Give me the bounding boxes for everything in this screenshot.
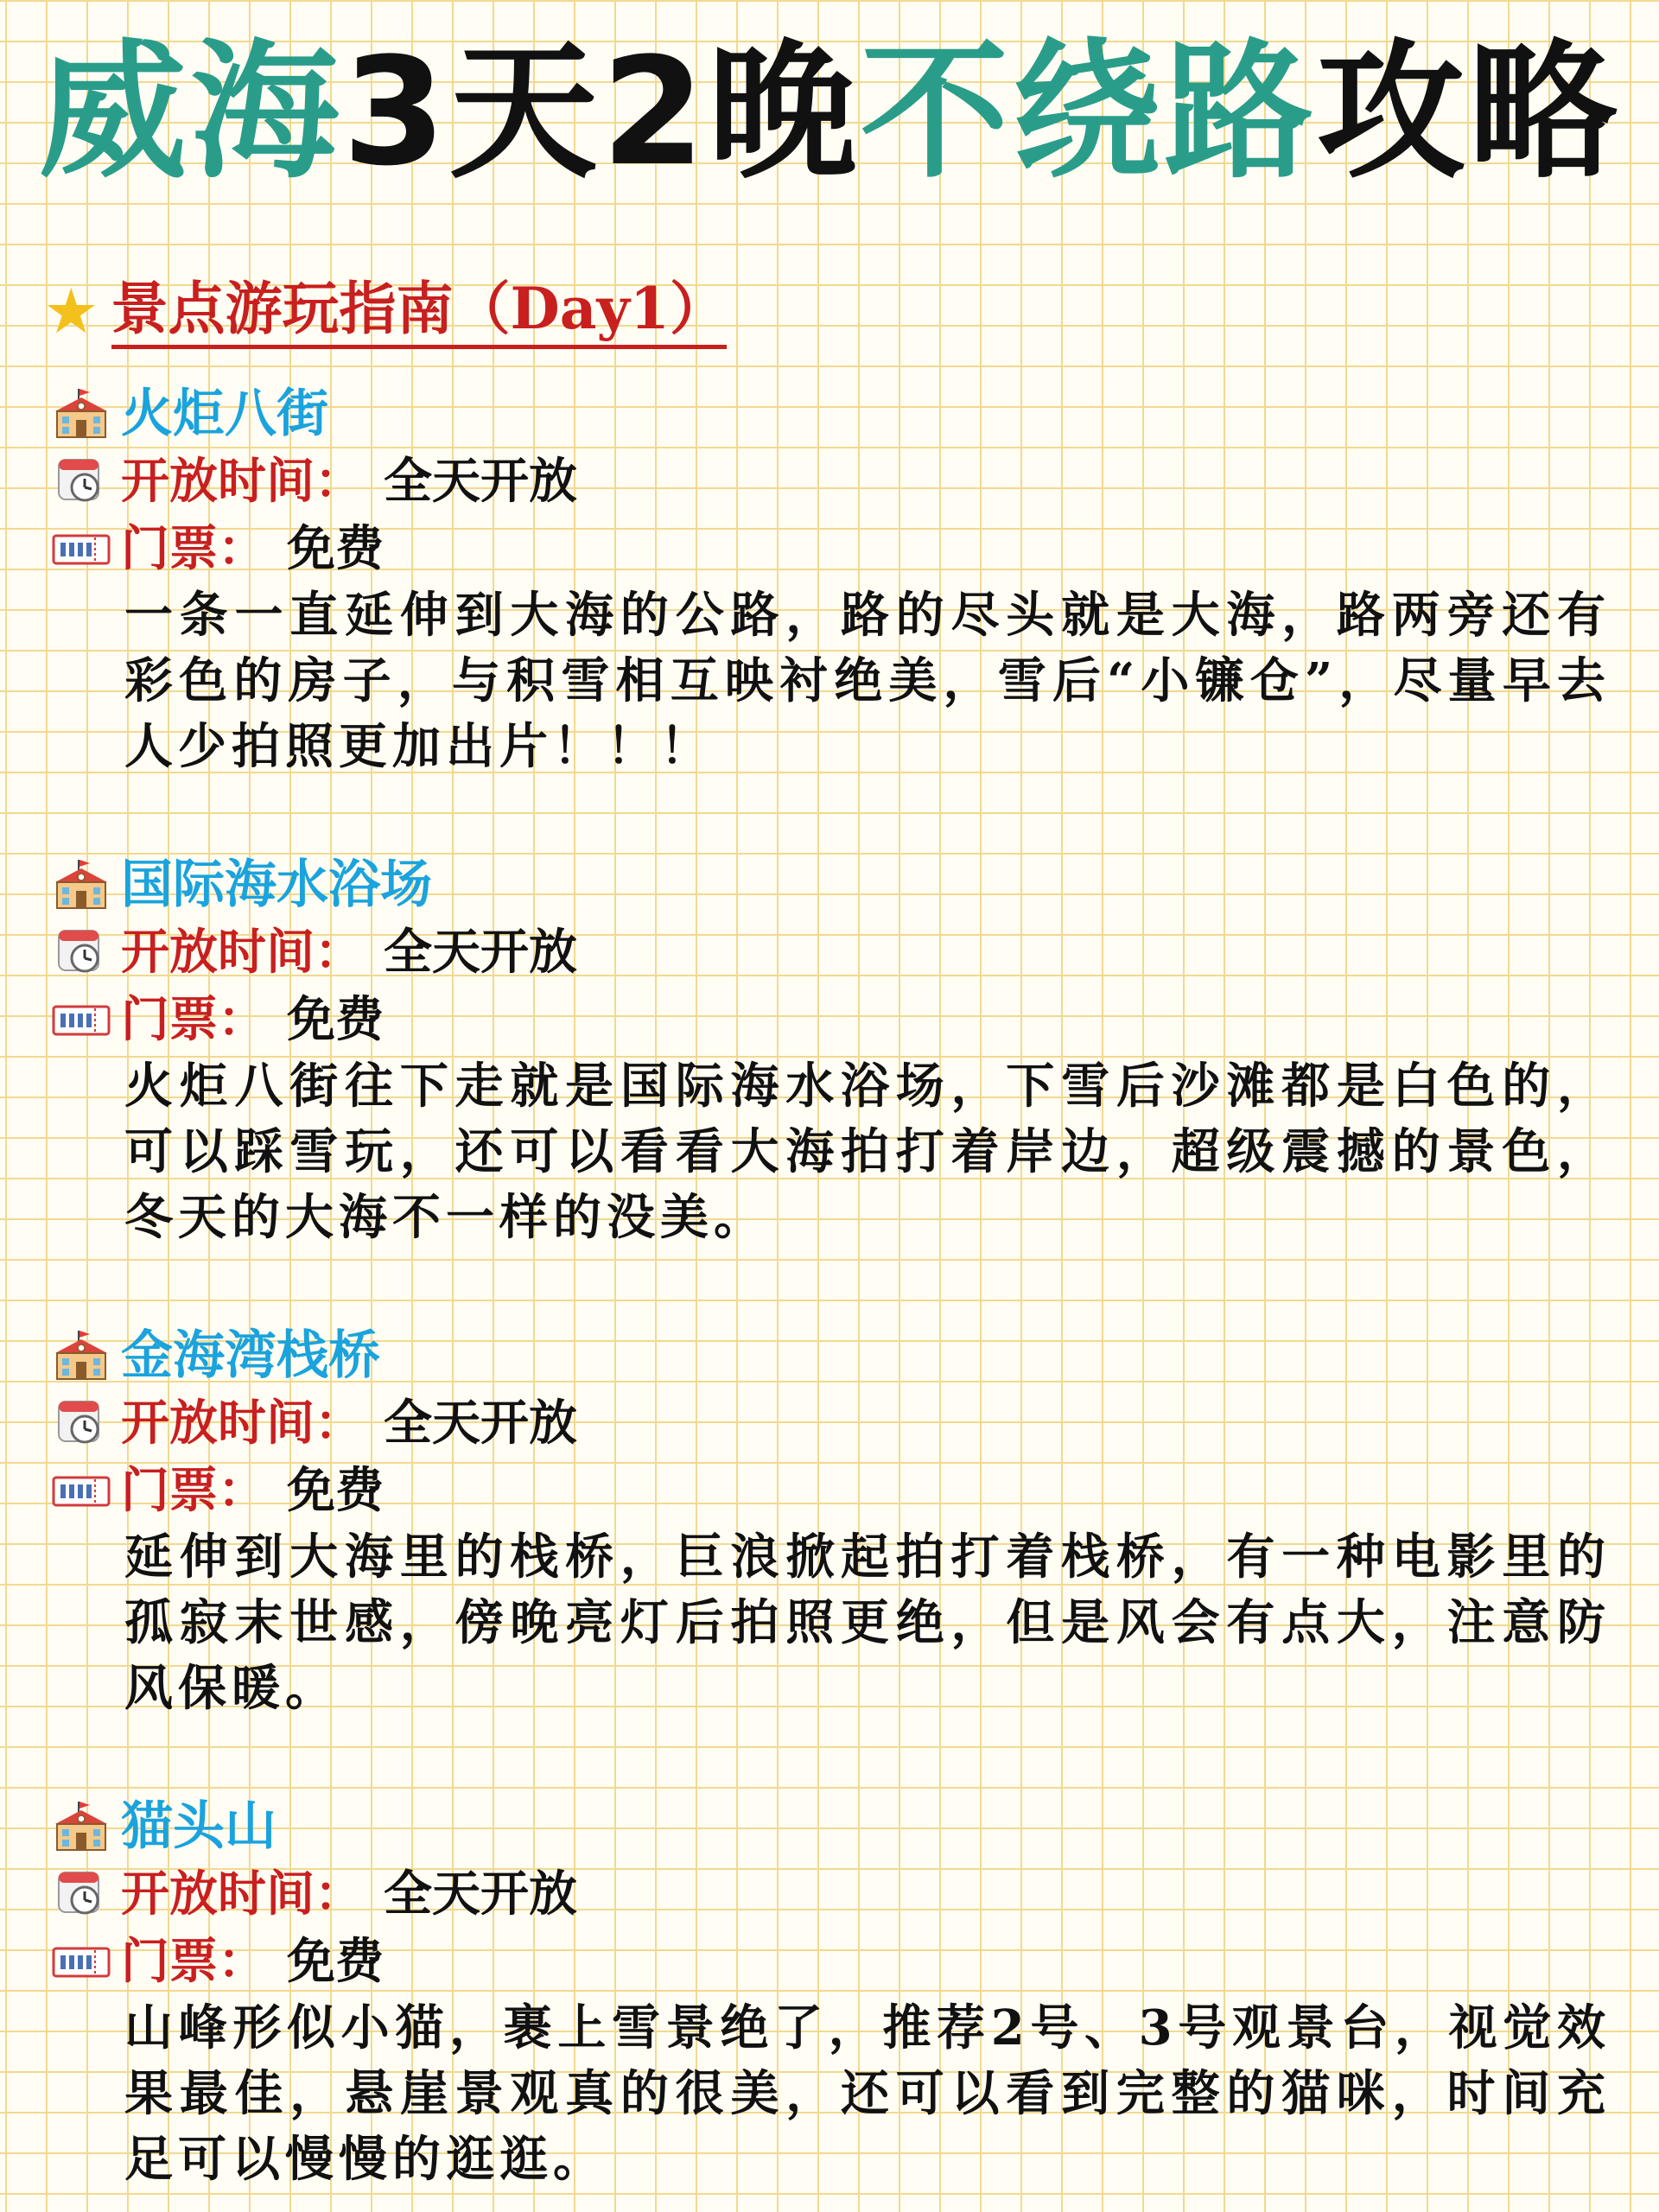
- ticket-icon: [52, 993, 111, 1046]
- title-part-duration: 3天2晚: [342, 25, 861, 199]
- spot-name: 猫头山: [121, 1796, 276, 1857]
- ticket-icon: [52, 522, 111, 575]
- spot-name: 火炬八街: [121, 384, 328, 444]
- spot-name-row: [52, 380, 1624, 448]
- spot-description: 延伸到大海里的栈桥，巨浪掀起拍打着栈桥，有一种电影里的孤寂末世感，傍晚亮灯后拍照更绝，但是风会有点大，注意防风保暖。: [124, 1529, 1611, 1717]
- calendar-clock-icon: [52, 454, 111, 508]
- ticket-label: 门票：: [121, 1462, 266, 1519]
- calendar-clock-icon: [52, 925, 111, 979]
- title-part-route: 不绕路: [860, 25, 1317, 199]
- ticket-label: 门票：: [121, 1933, 266, 1990]
- ticket-row: [52, 1457, 1624, 1524]
- ticket-value: 免费: [287, 1462, 384, 1519]
- section-header: [43, 272, 727, 350]
- ticket-row: [52, 515, 1624, 582]
- spot-name-row: [52, 1793, 1624, 1860]
- school-building-icon: [52, 1800, 111, 1853]
- ticket-value: 免费: [287, 991, 384, 1048]
- ticket-row: [52, 1928, 1624, 1995]
- hours-row: [52, 1389, 1624, 1457]
- page-title: [0, 26, 1659, 199]
- ticket-label: 门票：: [121, 520, 266, 577]
- ticket-label: 门票：: [121, 991, 266, 1048]
- ticket-icon: [52, 1464, 111, 1517]
- school-building-icon: [52, 858, 111, 912]
- hours-row: [52, 918, 1624, 986]
- spot-name-row: [52, 1322, 1624, 1389]
- spot-name-row: [52, 851, 1624, 918]
- spot-description: 火炬八街往下走就是国际海水浴场，下雪后沙滩都是白色的，可以踩雪玩，还可以看看大海拍打着岸边，超级震撼的景色，冬天的大海不一样的没美。: [124, 1058, 1611, 1246]
- section-title: 景点游玩指南（Day1）: [111, 274, 727, 349]
- title-part-weihai: 威海: [38, 25, 343, 199]
- calendar-clock-icon: [52, 1396, 111, 1450]
- ticket-row: [52, 986, 1624, 1053]
- star-icon: ★: [43, 275, 99, 347]
- hours-value: 全天开放: [384, 453, 577, 510]
- school-building-icon: [52, 1329, 111, 1382]
- spot-card: [52, 380, 1624, 779]
- spot-description: 一条一直延伸到大海的公路，路的尽头就是大海，路两旁还有彩色的房子，与积雪相互映衬绝美，雪后“小镰仓”，尽量早去人少拍照更加出片！！！: [124, 587, 1611, 775]
- spot-card: [52, 1793, 1624, 2192]
- spot-name: 金海湾栈桥: [121, 1325, 380, 1386]
- hours-value: 全天开放: [384, 1866, 577, 1923]
- hours-label: 开放时间：: [121, 453, 363, 510]
- ticket-icon: [52, 1935, 111, 1988]
- hours-row: [52, 448, 1624, 515]
- hours-value: 全天开放: [384, 1395, 577, 1452]
- hours-value: 全天开放: [384, 924, 577, 981]
- hours-label: 开放时间：: [121, 1866, 363, 1923]
- hours-label: 开放时间：: [121, 1395, 363, 1452]
- hours-row: [52, 1860, 1624, 1928]
- ticket-value: 免费: [287, 1933, 384, 1990]
- calendar-clock-icon: [52, 1867, 111, 1921]
- spot-card: [52, 851, 1624, 1250]
- spot-card: [52, 1322, 1624, 1721]
- spot-description: 山峰形似小猫，裹上雪景绝了，推荐2号、3号观景台，视觉效果最佳，悬崖景观真的很美，还可以看到完整的猫咪，时间充足可以慢慢的逛逛。: [124, 1999, 1611, 2188]
- ticket-value: 免费: [287, 520, 384, 577]
- title-part-guide: 攻略: [1316, 25, 1621, 199]
- hours-label: 开放时间：: [121, 924, 363, 981]
- school-building-icon: [52, 387, 111, 441]
- spot-name: 国际海水浴场: [121, 855, 432, 915]
